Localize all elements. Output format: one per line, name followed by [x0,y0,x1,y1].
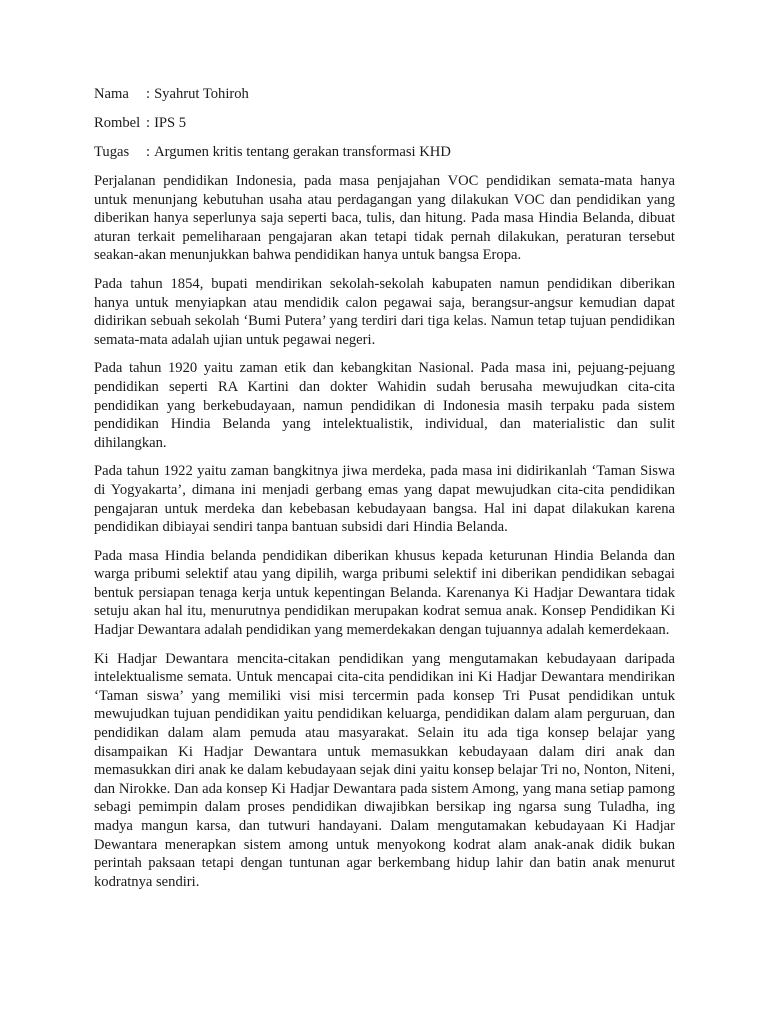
body-paragraph-4: Pada tahun 1922 yaitu zaman bangkitnya jiwa merdeka, pada masa ini didirikanlah ‘Taman Siswa di Yogyakarta’, dimana ini menjadi gerbang emas yang dapat mewujudkan cita-cita pendidikan pengajaran untuk merdeka dan kebebasan kebudayaan bangsa. Hal ini dapat dilakukan karena pendidikan dibiayai sendiri tanpa bantuan subsidi dari Hindia Belanda. [94,463,675,536]
nama-value: Syahrut Tohiroh [154,86,249,102]
body-paragraph-5: Pada masa Hindia belanda pendidikan diberikan khusus kepada keturunan Hindia Belanda dan warga pribumi selektif atau yang dipilih, warga pribumi selektif ini diberikan pendidikan sebagai bentuk persiapan tenaga kerja untuk kepentingan Belanda. Karenanya Ki Hadjar Dewantara tidak setuju akan hal itu, menurutnya pendidikan merupakan kodrat semua anak. Konsep Pendidikan Ki Hadjar Dewantara adalah pendidikan yang memerdekakan dengan tujuannya adalah kemerdekaan. [94,547,675,639]
tugas-row [94,143,675,161]
nama-colon: : [146,86,151,102]
body-paragraph-2: Pada tahun 1854, bupati mendirikan sekolah-sekolah kabupaten namun pendidikan diberikan hanya untuk menyiapkan atau mendidik calon pegawai saja, berangsur-angsur kemudian dapat didirikan sebuah sekolah ‘Bumi Putera’ yang terdiri dari tiga kelas. Namun tetap tujuan pendidikan semata-mata adalah ujian untuk pegawai negeri. [94,275,675,348]
body-paragraph-3: Pada tahun 1920 yaitu zaman etik dan kebangkitan Nasional. Pada masa ini, pejuang-pejuang pendidikan seperti RA Kartini dan dokter Wahidin sudah berusaha mewujudkan cita-cita pendidikan yang berkebudayaan, namun pendidikan di Indonesia masih terpaku pada sistem pendidikan Hindia Belanda yang intelektualistik, individual, dan materialistic dan sulit dihilangkan. [94,360,675,451]
nama-row [94,85,675,103]
tugas-label: Tugas [94,144,130,160]
document-page [94,85,675,901]
rombel-colon: : [146,115,151,131]
rombel-row [94,114,675,132]
tugas-colon: : [146,144,151,160]
rombel-label: Rombel [94,115,141,131]
rombel-value: IPS 5 [154,115,187,131]
tugas-value: Argumen kritis tentang gerakan transformasi KHD [154,144,451,160]
body-paragraph-6: Ki Hadjar Dewantara mencita-citakan pendidikan yang mengutamakan kebudayaan daripada intelektualisme semata. Untuk mencapai cita-cita pendidikan ini Ki Hadjar Dewantara mendirikan ‘Taman siswa’ yang memiliki visi misi tercermin pada konsep Tri Pusat pendidikan untuk mewujudkan tujuan pendidikan yaitu pendidikan keluarga, pendidikan dalam alam perguruan, dan pendidikan dalam alam pemuda atau masyarakat. Selain itu ada tiga konsep belajar yang disampaikan Ki Hadjar Dewantara untuk memasukkan kebudayaan dalam diri anak dan memasukkan diri anak ke dalam kebudayaan sejak dini yaitu konsep belajar Tri no, Nonton, Niteni, dan Nirokke. Dan ada konsep Ki Hadjar Dewantara pada sistem Among, yang mana setiap pamong sebagi pemimpin dalam proses pendidikan diwajibkan bersikap ing ngarsa sung Tuladha, ing madya mangun karsa, dan tutwuri handayani. Dalam mengutamakan kebudayaan Ki Hadjar Dewantara menerapkan sistem among untuk menyokong kodrat alam anak-anak didik bukan perintah paksaan tetapi dengan tuntunan agar berkembang hidup lahir dan batin anak menurut kodratnya sendiri. [94,650,675,890]
nama-label: Nama [94,86,129,102]
body-paragraph-1: Perjalanan pendidikan Indonesia, pada masa penjajahan VOC pendidikan semata-mata hanya untuk menunjang kebutuhan usaha atau perdagangan yang dilakukan VOC dan pendidikan yang diberikan hanya seperlunya saja seperti baca, tulis, dan hitung. Pada masa Hindia Belanda, dibuat aturan terkait pemeliharaan pengajaran akan tetapi tidak pernah dilakukan, peraturan tersebut seakan-akan menunjukkan bahwa pendidikan hanya untuk bangsa Eropa. [94,173,675,264]
